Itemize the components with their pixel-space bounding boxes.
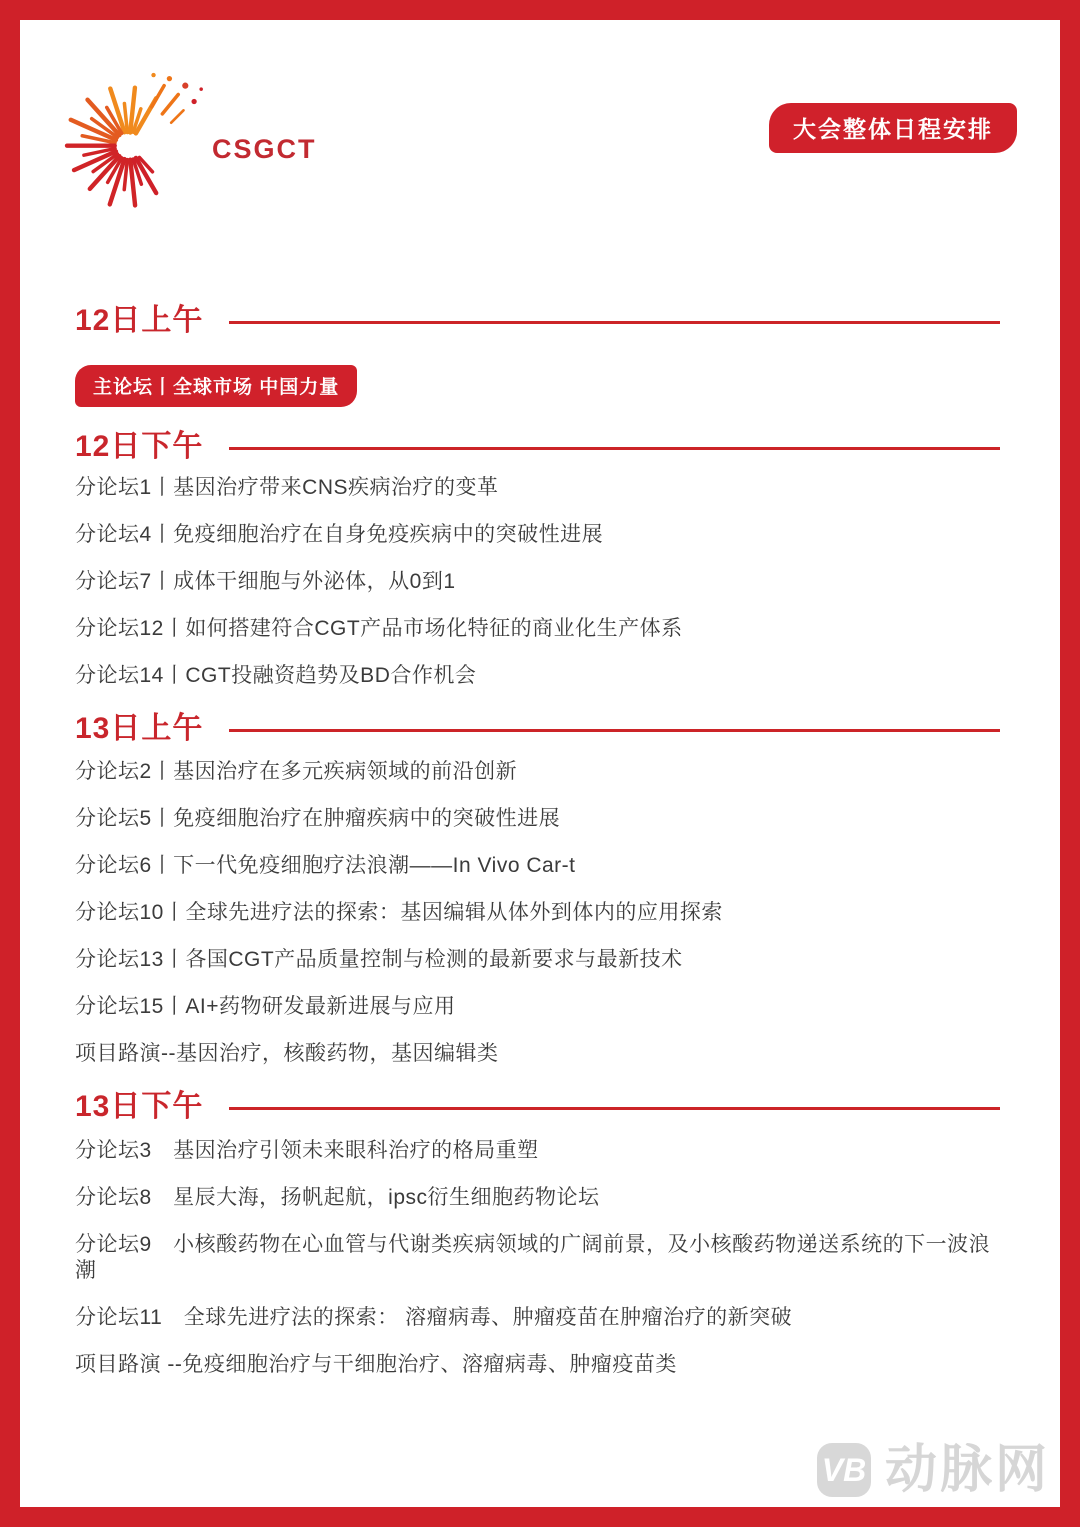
roadshow-item: 项目路演--基因治疗，核酸药物，基因编辑类 (75, 1042, 499, 1065)
section-heading-row (75, 711, 1000, 747)
forum-item: 分论坛15丨AI+药物研发最新进展与应用 (75, 995, 456, 1018)
forum-list (75, 759, 1000, 1067)
forum-item: 分论坛2丨基因治疗在多元疾病领域的前沿创新 (75, 760, 518, 783)
vb-logo-icon: VB (817, 1443, 871, 1497)
section-heading-row (75, 303, 1000, 339)
section-title: 13日上午 (75, 712, 204, 745)
schedule-content (20, 20, 1060, 1399)
watermark-text: 动脉网 (884, 1441, 1050, 1499)
section-heading-row (75, 1089, 1000, 1125)
brand-name: CSGCT (212, 134, 317, 164)
heading-rule (229, 447, 1000, 450)
forum-list (75, 1138, 1000, 1378)
forum-item: 分论坛13丨各国CGT产品质量控制与检测的最新要求与最新技术 (75, 948, 683, 971)
forum-item: 分论坛4丨免疫细胞治疗在自身免疫疾病中的突破性进展 (75, 523, 604, 546)
vcbeat-watermark (817, 1443, 1050, 1497)
section-title: 12日下午 (75, 430, 204, 463)
main-forum-pill: 主论坛丨全球市场 中国力量 (75, 365, 357, 407)
forum-item: 分论坛12丨如何搭建符合CGT产品市场化特征的商业化生产体系 (75, 617, 683, 640)
forum-item: 分论坛5丨免疫细胞治疗在肿瘤疾病中的突破性进展 (75, 807, 561, 830)
forum-item: 分论坛9 小核酸药物在心血管与代谢类疾病领域的广阔前景，及小核酸药物递送系统的下一波浪潮 (75, 1233, 991, 1282)
heading-rule (229, 729, 1000, 732)
forum-item: 分论坛8 星辰大海，扬帆起航，ipsc衍生细胞药物论坛 (75, 1186, 600, 1209)
heading-rule (229, 321, 1000, 324)
section-title: 13日下午 (75, 1090, 204, 1123)
forum-item: 分论坛11 全球先进疗法的探索： 溶瘤病毒、肿瘤疫苗在肿瘤治疗的新突破 (75, 1306, 793, 1329)
forum-item: 分论坛10丨全球先进疗法的探索：基因编辑从体外到体内的应用探索 (75, 901, 723, 924)
forum-item: 分论坛6丨下一代免疫细胞疗法浪潮——In Vivo Car-t (75, 854, 576, 877)
section-12-afternoon (75, 429, 1000, 689)
roadshow-item: 项目路演 --免疫细胞治疗与干细胞治疗、溶瘤病毒、肿瘤疫苗类 (75, 1353, 677, 1376)
heading-rule (229, 1107, 1000, 1110)
section-13-morning (75, 711, 1000, 1067)
section-12-morning (75, 303, 1000, 407)
section-title: 12日上午 (75, 304, 204, 337)
forum-item: 分论坛7丨成体干细胞与外泌体，从0到1 (75, 570, 456, 593)
header-badge: 大会整体日程安排 (769, 103, 1017, 153)
forum-item: 分论坛1丨基因治疗带来CNS疾病治疗的变革 (75, 476, 499, 499)
section-13-afternoon (75, 1089, 1000, 1378)
section-heading-row (75, 429, 1000, 465)
forum-list (75, 475, 1000, 689)
forum-item: 分论坛14丨CGT投融资趋势及BD合作机会 (75, 664, 477, 687)
forum-item: 分论坛3 基因治疗引领未来眼科治疗的格局重塑 (75, 1139, 539, 1162)
